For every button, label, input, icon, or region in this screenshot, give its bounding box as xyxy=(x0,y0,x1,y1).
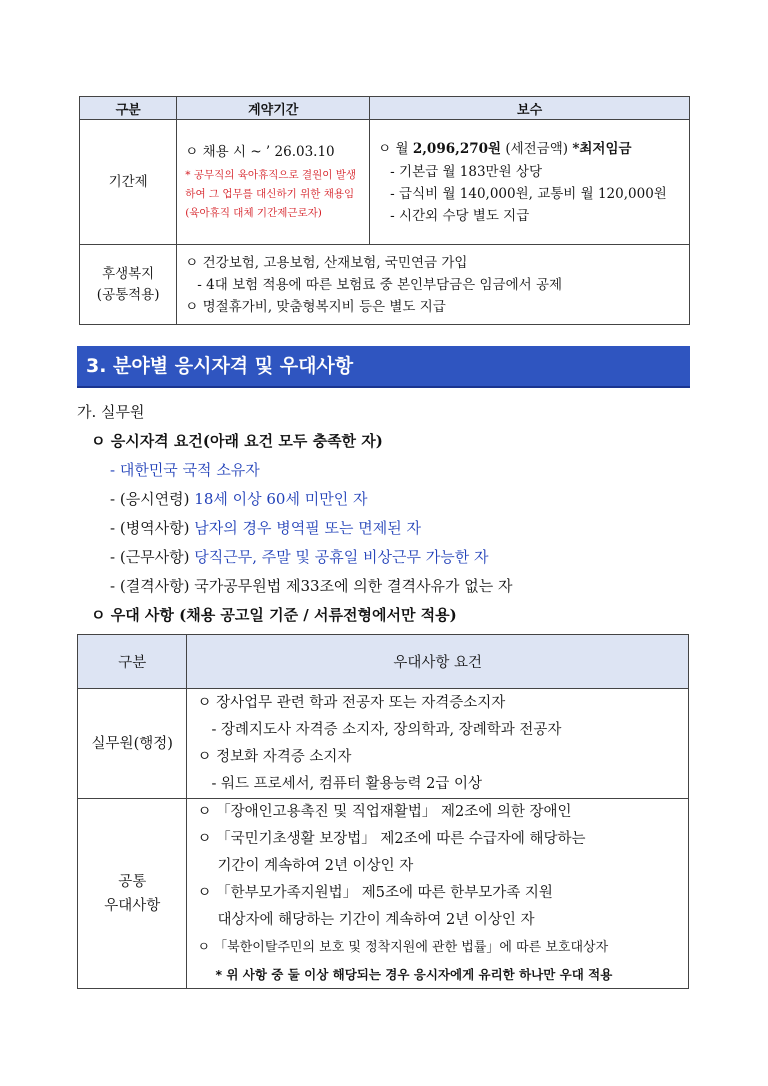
eligibility-item-age xyxy=(110,488,367,509)
pref-col-header-category: 구분 xyxy=(78,635,187,689)
pref-staff-line-3: ㅇ 정보화 자격증 소지자 xyxy=(197,748,352,765)
pay-prefix: ㅇ 월 xyxy=(378,141,413,157)
welfare-label-1: 후생복지 xyxy=(102,265,155,282)
pref-common-cell xyxy=(187,799,689,989)
pay-line-2: - 급식비 월 140,000원, 교통비 월 120,000원 xyxy=(390,186,667,202)
common-label-1: 공통 xyxy=(118,873,147,890)
welfare-line-3: ㅇ 명절휴가비, 맞춤형복지비 등은 별도 지급 xyxy=(185,298,446,315)
welfare-cell xyxy=(177,245,690,325)
pref-common-line-5: 대상자에 해당하는 기간이 계속하여 2년 이상인 자 xyxy=(217,912,535,928)
pref-staff-line-4: - 워드 프로세서, 컴퓨터 활용능력 2급 이상 xyxy=(211,775,482,792)
common-label-2: 우대사항 xyxy=(104,897,161,914)
pref-common-line-3: 기간이 계속하여 2년 이상인 자 xyxy=(217,858,414,874)
subsection-title: 가. 실무원 xyxy=(77,403,145,421)
eligibility-item-disqualification: - (결격사항) 국가공무원법 제33조에 의한 결격사유가 없는 자 xyxy=(110,577,513,595)
min-wage-label: *최저임금 xyxy=(572,141,632,157)
eligibility-heading: ㅇ 응시자격 요건(아래 요건 모두 충족한 자) xyxy=(91,432,383,450)
pay-cell xyxy=(370,120,690,245)
eligibility-item-nationality: - 대한민국 국적 소유자 xyxy=(110,461,260,479)
pref-col-header-requirements: 우대사항 요건 xyxy=(187,635,689,689)
pay-line-1: - 기본급 월 183만원 상당 xyxy=(390,164,542,180)
welfare-line-2: - 4대 보험 적용에 따른 보험료 중 본인부담금은 임금에서 공제 xyxy=(197,276,563,293)
age-text: 18세 이상 60세 미만인 자 xyxy=(194,490,368,508)
military-text: 남자의 경우 병역필 또는 면제된 자 xyxy=(194,519,421,537)
pref-common-line-6: ㅇ 「북한이탈주민의 보호 및 정착지원에 관한 법률」에 따른 보호대상자 xyxy=(197,940,609,955)
col-header-category: 구분 xyxy=(80,97,177,120)
pay-amount: 2,096,270원 xyxy=(412,141,502,157)
eligibility-item-duty xyxy=(110,546,488,567)
preference-table xyxy=(77,634,689,989)
col-header-pay: 보수 xyxy=(370,97,690,120)
row-label-welfare xyxy=(80,245,177,325)
pref-staff-cell xyxy=(187,689,689,799)
preference-heading: ㅇ 우대 사항 (채용 공고일 기준 / 서류전형에서만 적용) xyxy=(91,606,457,624)
pref-footnote: * 위 사항 중 둘 이상 해당되는 경우 응시자에게 유리한 하나만 우대 적용 xyxy=(215,967,613,982)
pref-common-line-2: ㅇ 「국민기초생활 보장법」 제2조에 따른 수급자에 해당하는 xyxy=(197,831,586,847)
pref-staff-line-1: ㅇ 장사업무 관련 학과 전공자 또는 자격증소지자 xyxy=(197,694,506,711)
contract-period-cell xyxy=(177,120,370,245)
pref-row-label-common xyxy=(78,799,187,989)
section-heading: 3. 분야별 응시자격 및 우대사항 xyxy=(77,346,690,388)
pref-staff-line-2: - 장례지도사 자격증 소지자, 장의학과, 장례학과 전공자 xyxy=(211,721,562,738)
pref-common-line-4: ㅇ 「한부모가족지원법」 제5조에 따른 한부모가족 지원 xyxy=(197,885,553,901)
pay-mid: (세전금액) xyxy=(501,141,573,157)
duty-text: 당직근무, 주말 및 공휴일 비상근무 가능한 자 xyxy=(194,548,489,566)
period-note-2: 하여 그 업무를 대신하기 위한 채용임 xyxy=(185,187,355,200)
pay-main xyxy=(378,137,689,161)
contract-table xyxy=(79,96,690,325)
welfare-label-2: (공통적용) xyxy=(96,286,160,303)
period-note-3: (육아휴직 대체 기간제근로자) xyxy=(185,206,322,219)
col-header-period: 계약기간 xyxy=(177,97,370,120)
duty-prefix: - (근무사항) xyxy=(110,548,195,566)
period-text: ㅇ 채용 시 ~ ’ 26.03.10 xyxy=(185,143,335,160)
age-prefix: - (응시연령) xyxy=(110,490,195,508)
pay-line-3: - 시간외 수당 별도 지급 xyxy=(390,208,530,224)
period-note-1: * 공무직의 육아휴직으로 결원이 발생 xyxy=(185,168,357,181)
row-label-fixed-term: 기간제 xyxy=(80,120,177,245)
military-prefix: - (병역사항) xyxy=(110,519,195,537)
pref-row-label-staff: 실무원(행정) xyxy=(78,689,187,799)
welfare-line-1: ㅇ 건강보험, 고용보험, 산재보험, 국민연금 가입 xyxy=(185,254,468,271)
eligibility-item-military xyxy=(110,517,421,538)
pref-common-line-1: ㅇ 「장애인고용촉진 및 직업재활법」 제2조에 의한 장애인 xyxy=(197,804,572,820)
